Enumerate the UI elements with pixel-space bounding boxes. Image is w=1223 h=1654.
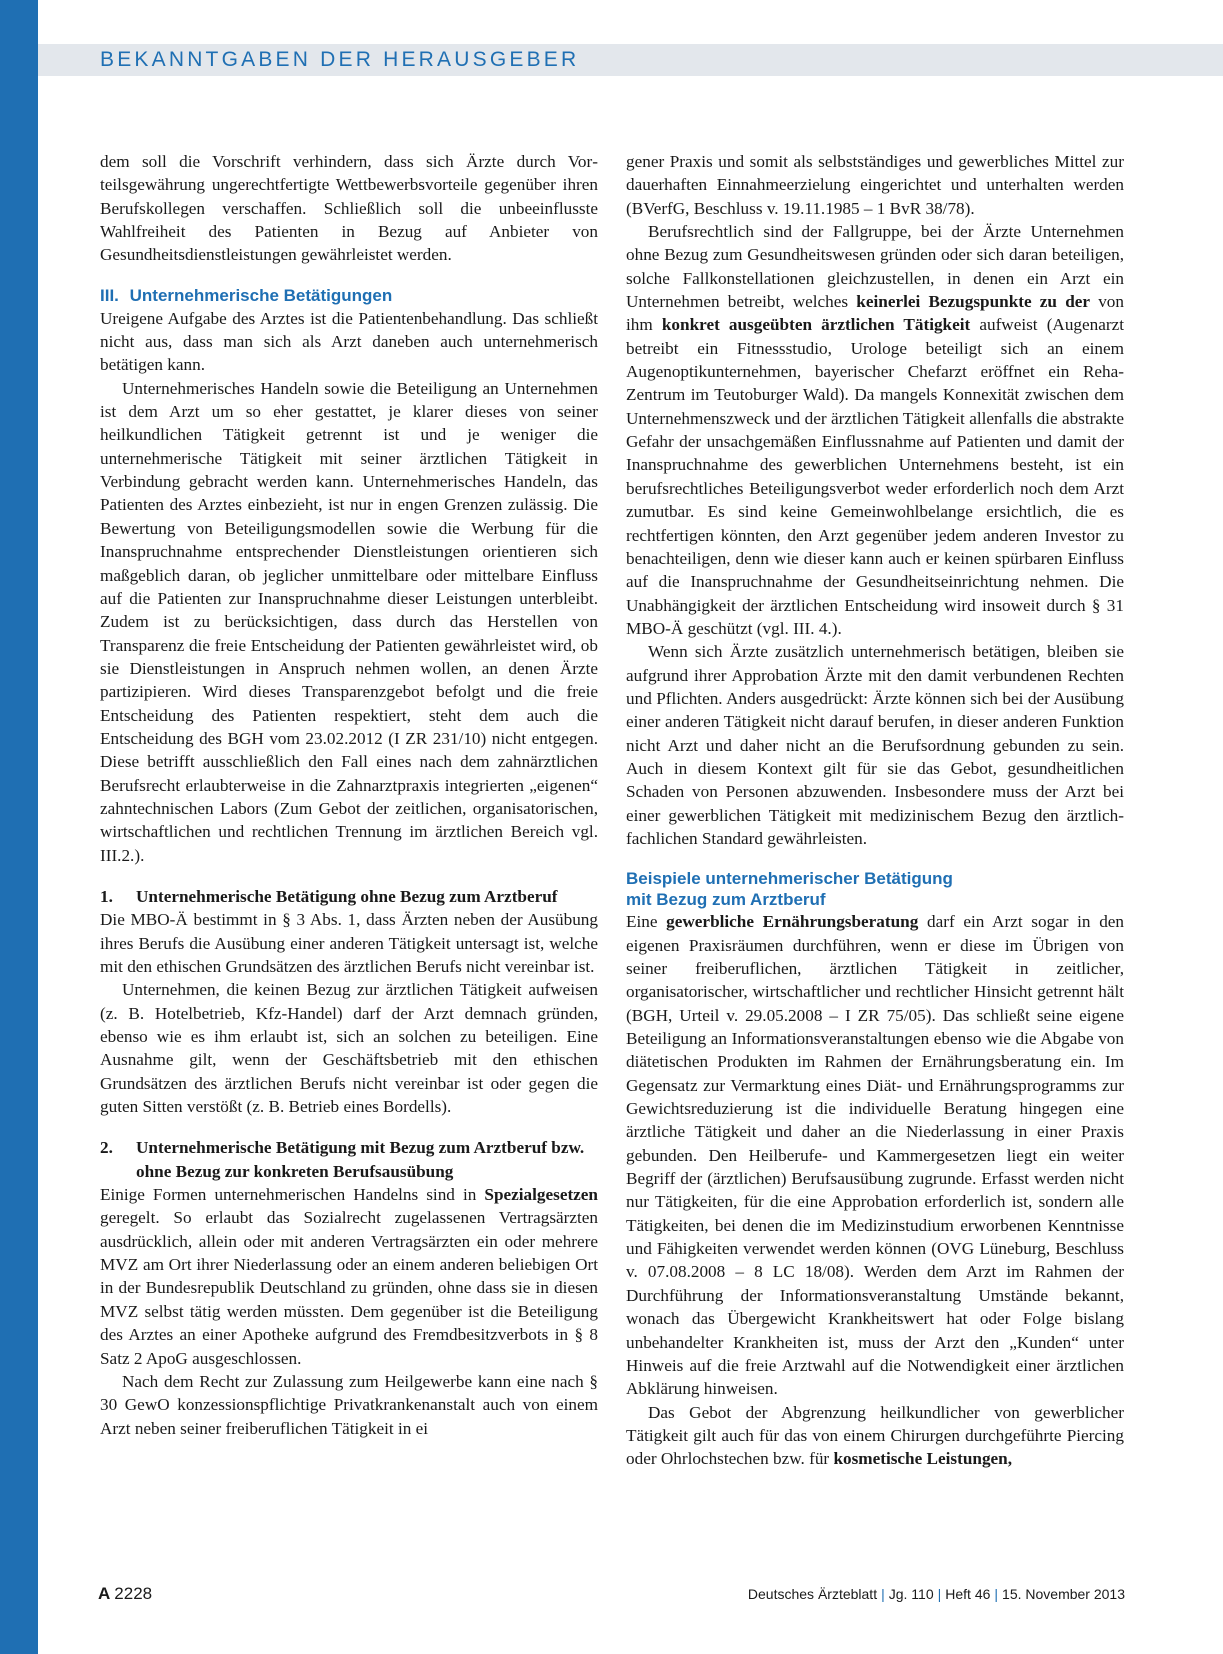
section-heading: [100, 285, 598, 307]
paragraph: [626, 910, 1124, 1400]
subsection-heading-2: [100, 1136, 598, 1183]
paragraph: Unternehmerisches Handeln sowie die Beteiligung an Unternehmen ist dem Arzt um so eher gestattet, je klarer dieses von seiner heilkundlichen Tätigkeit getrennt ist und je weniger die unternehmerische Tätigkeit mit seiner ärztlichen Tätigkeit in Verbindung gebracht werden kann. Unternehmerisches Handeln, das Patienten des Arztes einbezieht, ist nur in engen Grenzen zulässig. Die Bewertung von Beteiligungsmodellen sowie die Werbung für die Inanspruchnahme entsprechender Dienstleistungen orientieren sich maßgeblich daran, ob jeglicher unmittelbare oder mittelbare Einfluss auf die Patienten zur Inanspruchnahme dieser Leistungen unterbleibt. Zudem ist zu berücksichtigen, dass durch das Herstellen von Transparenz die freie Entscheidung der Patienten gewährleistet wird, ob sie Dienstleistungen in Anspruch nehmen wollen, an denen Ärzte partizipieren. Wird dieses Transparenzgebot befolgt und die freie Entscheidung des Patienten respektiert, steht dem auch die Entscheidung des BGH vom 23.02.2012 (I ZR 231/10) nicht entgegen. Diese betrifft ausschließlich den Fall eines nach dem zahnärztlichen Berufsrecht erlaubterweise in die Zahnarztpraxis integrierten „eigenen“ zahntechnischen Labors (Zum Gebot der zeitlichen, organisatorischen, wirtschaftlichen und rechtlichen Trennung im ärztlichen Bereich vgl. III.2.).: [100, 378, 598, 865]
examples-heading: [626, 868, 1124, 910]
examples-heading-line-1: Beispiele unternehmerischer Betätigung: [626, 869, 953, 889]
page-number-value: 2228: [114, 1584, 153, 1603]
separator: |: [937, 1586, 942, 1602]
journal-issue: Heft 46: [945, 1586, 991, 1602]
section-number: III.: [100, 285, 119, 305]
left-accent-bar: [0, 0, 38, 1654]
text-run: geregelt. So erlaubt das Sozialrecht zugelassenen Vertragsärzten ausdrücklich, allein oder mit anderen Vertragsärzten ein oder mehrere MVZ am Ort ihrer Niederlassung oder an einem anderen beliebigen Ort in der Bundesrepublik Deutschland zu gründen, ohne dass sie in diesen MVZ selbst tätig werden müssten. Dem gegenüber ist die Beteiligung des Arztes an einer Apotheke aufgrund des Fremdbesitzverbots in § 8 Satz 2 ApoG ausgeschlossen.: [100, 1208, 598, 1368]
page-number: [98, 1584, 152, 1604]
paragraph: Wenn sich Ärzte zusätzlich unternehmerisch betätigen, bleiben sie aufgrund ihrer Approbation Ärzte mit den damit verbundenen Rechten und Pflichten. Anders ausgedrückt: Ärzte können sich bei der Ausübung einer anderen Tätigkeit nicht darauf berufen, in dieser anderen Funktion nicht Arzt und daher nicht an die Berufsordnung gebunden zu sein. Auch in diesem Kontext gilt für sie das Gebot, gesundheitlichen Schaden von Personen abzuwenden. Insbesondere muss der Arzt bei einer gewerblichen Tätigkeit mit medizinischem Bezug den ärztlich-fachlichen Standard gewährleisten.: [626, 642, 1124, 848]
paragraph: Die MBO-Ä bestimmt in § 3 Abs. 1, dass Ärzten neben der Ausübung ihres Berufs die Ausübung einer anderen Tätigkeit untersagt ist, welche mit den ethischen Grundsätzen des ärztlichen Berufs nicht vereinbar ist.: [100, 910, 598, 976]
subsection-number: 1.: [100, 886, 113, 906]
bold-term: gewerbliche Ernährungsberatung: [666, 912, 919, 932]
page-prefix: A: [98, 1584, 111, 1603]
section-header-band: [38, 44, 1223, 76]
journal-footer: [748, 1586, 1125, 1602]
bold-term: keinerlei Bezugspunkte zu der: [856, 292, 1091, 312]
intro-paragraph: dem soll die Vorschrift verhindern, dass sich Ärzte durch Vorteilsgewährung ungerechtfertigte Wettbewerbsvorteile gegenüber ihren Berufskollegen verschaffen. Schließlich soll die unbeeinflusste Wahlfreiheit des Patienten in Bezug auf Anbieter von Gesundheitsdienstleistungen gewährleistet werden.: [100, 152, 598, 265]
subsection-number: 2.: [100, 1138, 113, 1158]
bold-term: konkret ausgeübten ärztlichen Tätigkeit: [661, 315, 971, 335]
journal-volume: Jg. 110: [888, 1586, 934, 1602]
text-run: darf ein Arzt sogar in den eigenen Praxisräumen durchführen, wenn er diese im Übrigen von seiner freiberuflichen, ärztlichen Tätigkeit in zeitlicher, organisatorischer, wirtschaftlicher und rechtlicher Hinsicht getrennt hält (BGH, Urteil v. 29.05.2008 – I ZR 75/05). Das schließt seine eigene Beteiligung an Informationsveranstaltungen ebenso wie die Abgabe von diätetischen Produkten im Rahmen der Ernährungsberatung ein. Im Gegensatz zur Vermarktung eines Diät- und Ernährungsprogramms zur Gewichtsreduzierung ist die individuelle Beratung hingegen eine ärztliche Tätigkeit und daher an die Niederlassung in einer Praxis gebunden. Den Heilberufe- und Kammergesetzen liegt ein weiter Begriff der (ärztlichen) Berufsausübung zugrunde. Erfasst werden nicht nur Tätigkeiten, für die eine Approbation erforderlich ist, sondern alle Tätigkeiten, bei denen die im Medizinstudium erworbenen Kenntnisse und Fähigkeiten verwendet werden können (OVG Lüneburg, Beschluss v. 07.08.2008 – 8 LC 18/08). Werden dem Arzt im Rahmen der Durchführung der Informationsveranstaltung Umstände bekannt, wonach das Übergewicht Krankheitswert hat oder Folge bislang unbehandelter Krankheiten ist, muss der Arzt den „Kunden“ unter Hinweis auf die freie Arztwahl auf die Notwendigkeit einer ärztlichen Abklärung hinweisen.: [626, 912, 1125, 1399]
text-run: Einige Formen unternehmerischen Handelns sind in: [100, 1185, 485, 1205]
subsection-title: Unternehmerische Betätigung mit Bezug zum Arztberuf bzw. ohne Bezug zur konkreten Berufsausübung: [136, 1138, 585, 1181]
continued-paragraph: gener Praxis und somit als selbstständiges und gewerbliches Mittel zur dauerhaften Einnahmeerzielung eingerichtet und unterhalten werden (BVerfG, Beschluss v. 19.11.1985 – 1 BvR 38/78).: [626, 152, 1124, 218]
right-column: [626, 150, 1124, 1471]
paragraph: Ureigene Aufgabe des Arztes ist die Patientenbehandlung. Das schließt nicht aus, dass man sich als Arzt daneben auch unternehmerisch betätigen kann.: [100, 308, 598, 375]
examples-heading-line-2: mit Bezug zum Arztberuf: [626, 890, 826, 910]
section-title: Unternehmerische Betätigungen: [129, 285, 393, 305]
left-column: [100, 150, 598, 1440]
paragraph: Unternehmen, die keinen Bezug zur ärztlichen Tätigkeit aufweisen (z. B. Hotelbetrieb, Kfz-Handel) darf der Arzt demnach gründen, ebenso wie es ihm erlaubt ist, sich an solchen zu beteiligen. Eine Ausnahme gilt, wenn der Geschäftsbetrieb mit den ethischen Grundsätzen des ärztlichen Berufs nicht vereinbar ist oder gegen die guten Sitten verstößt (z. B. Betrieb eines Bordells).: [100, 980, 598, 1117]
section-header-title: BEKANNTGABEN DER HERAUSGEBER: [100, 48, 580, 71]
text-run: Das Gebot der Abgrenzung heilkundlicher von gewerblicher Tätigkeit gilt auch für das von einem Chirurgen durchgeführte Piercing oder Ohrlochstechen bzw. für: [626, 1402, 1124, 1469]
paragraph: [626, 220, 1124, 640]
paragraph: [626, 1401, 1124, 1471]
bold-term: kosmetische Leistungen,: [833, 1449, 1013, 1469]
text-run: von ihm: [626, 292, 1124, 335]
separator: |: [994, 1586, 999, 1602]
paragraph: [100, 1183, 598, 1370]
journal-name: Deutsches Ärzteblatt: [747, 1586, 878, 1602]
subsection-title: Unternehmerische Betätigung ohne Bezug zum Arztberuf: [136, 886, 558, 906]
subsection-heading-1: [100, 885, 598, 908]
journal-date: 15. November 2013: [1002, 1586, 1125, 1602]
bold-term: Spezialgesetzen: [484, 1185, 598, 1205]
text-run: Berufsrechtlich sind der Fallgruppe, bei der Ärzte Unternehmen ohne Bezug zum Gesundheitswesen gründen oder sich daran beteiligen, solche Fallkonstellationen gleichzustellen, in denen ein Arzt ein Unternehmen betreibt, welches: [626, 222, 1124, 312]
separator: |: [881, 1586, 885, 1602]
text-run: aufweist (Augenarzt betreibt ein Fitnessstudio, Urologe beteiligt sich an einem Augenoptikunternehmen, bayerischer Chefarzt eröffnet ein Reha-Zentrum im Teutoburger Wald). Da mangels Konnexität zwischen dem Unternehmenszweck und der ärztlichen Tätigkeit allenfalls die abstrakte Gefahr der unsachgemäßen Einflussnahme auf Patienten und damit der Inanspruchnahme des gewerblichen Unternehmens besteht, ist ein berufsrechtliches Beteiligungsverbot weder erforderlich noch dem Arzt zumutbar. Es sind keine Gemeinwohlbelange ersichtlich, die es rechtfertigen könnten, den Arzt gegenüber jedem anderen Investor zu benachteiligen, denn wie dieser kann auch er keinen spürbaren Einfluss auf die Inanspruchnahme der Gesundheitseinrichtung nehmen. Die Unabhängigkeit der ärztlichen Entscheidung wird insoweit durch § 31 MBO-Ä geschützt (vgl. III. 4.).: [626, 315, 1124, 638]
paragraph: Nach dem Recht zur Zulassung zum Heilgewerbe kann eine nach § 30 GewO konzessionspflichtige Privatkrankenanstalt auch von einem Arzt neben seiner freiberuflichen Tätigkeit in ei: [100, 1371, 598, 1438]
text-run: Eine: [626, 912, 667, 932]
